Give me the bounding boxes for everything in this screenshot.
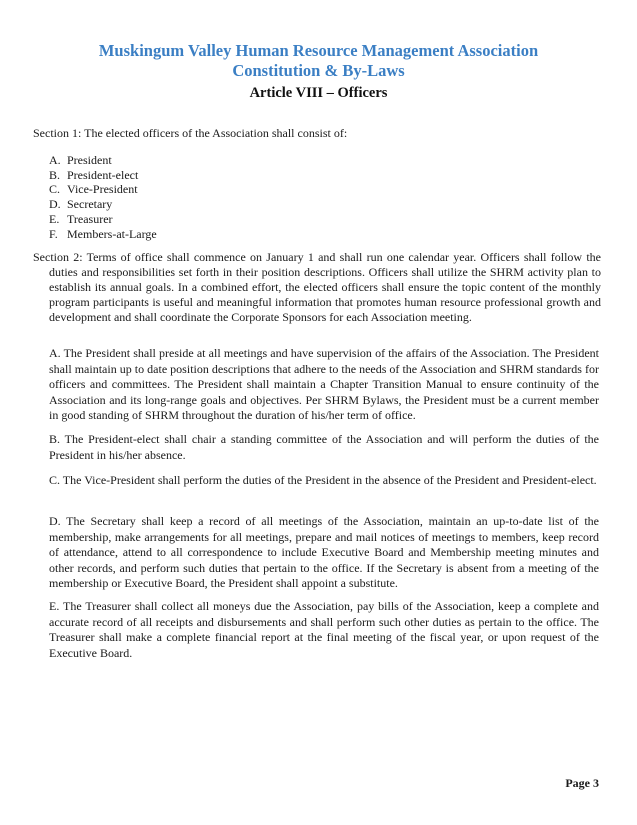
list-item-letter: A. — [49, 153, 61, 167]
list-item-letter: F. — [49, 226, 58, 241]
page-number: Page 3 — [565, 776, 599, 790]
treasurer-duties-paragraph: E. The Treasurer shall collect all moneys due the Association, pay bills of the Association, keep a complete and accurate record of all receipts and disbursements and shall perform such other duties as pertain to the office. The Treasurer shall make a complete financial report at the final meeting of the fiscal year, or upon request of the Executive Board. — [49, 599, 599, 660]
secretary-duties-paragraph: D. The Secretary shall keep a record of all meetings of the Association, maintain an up-to-date list of the membership, make arrangements for all meetings, prepare and mail notices of meetings to members, keep record of attendance, attend to all correspondence to include Executive Board and Membership meeting minutes and other records, and perform such duties that pertain to the office. If the Secretary is absent from a meeting of the membership or Executive Board, the President shall appoint a substitute. — [49, 514, 599, 590]
list-item — [49, 227, 157, 242]
list-item-label: Vice-President — [67, 182, 138, 197]
list-item-letter: D. — [49, 197, 61, 212]
officers-list — [49, 153, 157, 241]
list-item-label: President — [67, 153, 112, 167]
section-2-paragraph: Section 2: Terms of office shall commence on January 1 and shall run one calendar year. Officers shall follow the duties and responsibilities set forth in their position descriptions. Officers shall utilize the SHRM activity plan to establish its annual goals. In a combined effort, the elected officers shall ensure the topic content of the monthly program participants is useful and meaningful information that promotes human resource professional growth and development and shall coordinate the Corporate Sponsors for each Association meeting. — [33, 250, 601, 324]
president-duties-paragraph: A. The President shall preside at all meetings and have supervision of the affairs of the Association. The President shall maintain up to date position descriptions that adhere to the needs of the Association and SHRM standards for officers and committees. The President shall maintain a Chapter Transition Manual to ensure continuity of the Association and its long-range goals and objectives. Per SHRM Bylaws, the President must be a current member in good standing of SHRM throughout the duration of his/her term of office. — [49, 346, 599, 422]
president-elect-duties-paragraph: B. The President-elect shall chair a standing committee of the Association and will perform the duties of the President in his/her absence. — [49, 432, 599, 462]
list-item-label: President-elect — [67, 167, 139, 182]
list-item-label: Secretary — [67, 197, 113, 212]
list-item-letter: E. — [49, 211, 60, 226]
list-item — [49, 182, 157, 197]
list-item-label: Treasurer — [67, 211, 113, 226]
vice-president-duties-paragraph: C. The Vice-President shall perform the duties of the President in the absence of the President and President-elect. — [49, 473, 597, 487]
list-item — [49, 212, 157, 227]
organization-title: Muskingum Valley Human Resource Management Association — [98, 41, 539, 60]
list-item-letter: B. — [49, 167, 61, 182]
article-heading: Article VIII – Officers — [249, 85, 388, 101]
list-item-letter: C. — [49, 182, 61, 197]
list-item-label: Members-at-Large — [67, 226, 157, 241]
list-item — [49, 168, 157, 183]
section-1-text: Section 1: The elected officers of the Association shall consist of: — [33, 126, 348, 140]
list-item — [49, 197, 157, 212]
document-title: Constitution & By-Laws — [232, 61, 405, 80]
list-item — [49, 153, 157, 168]
